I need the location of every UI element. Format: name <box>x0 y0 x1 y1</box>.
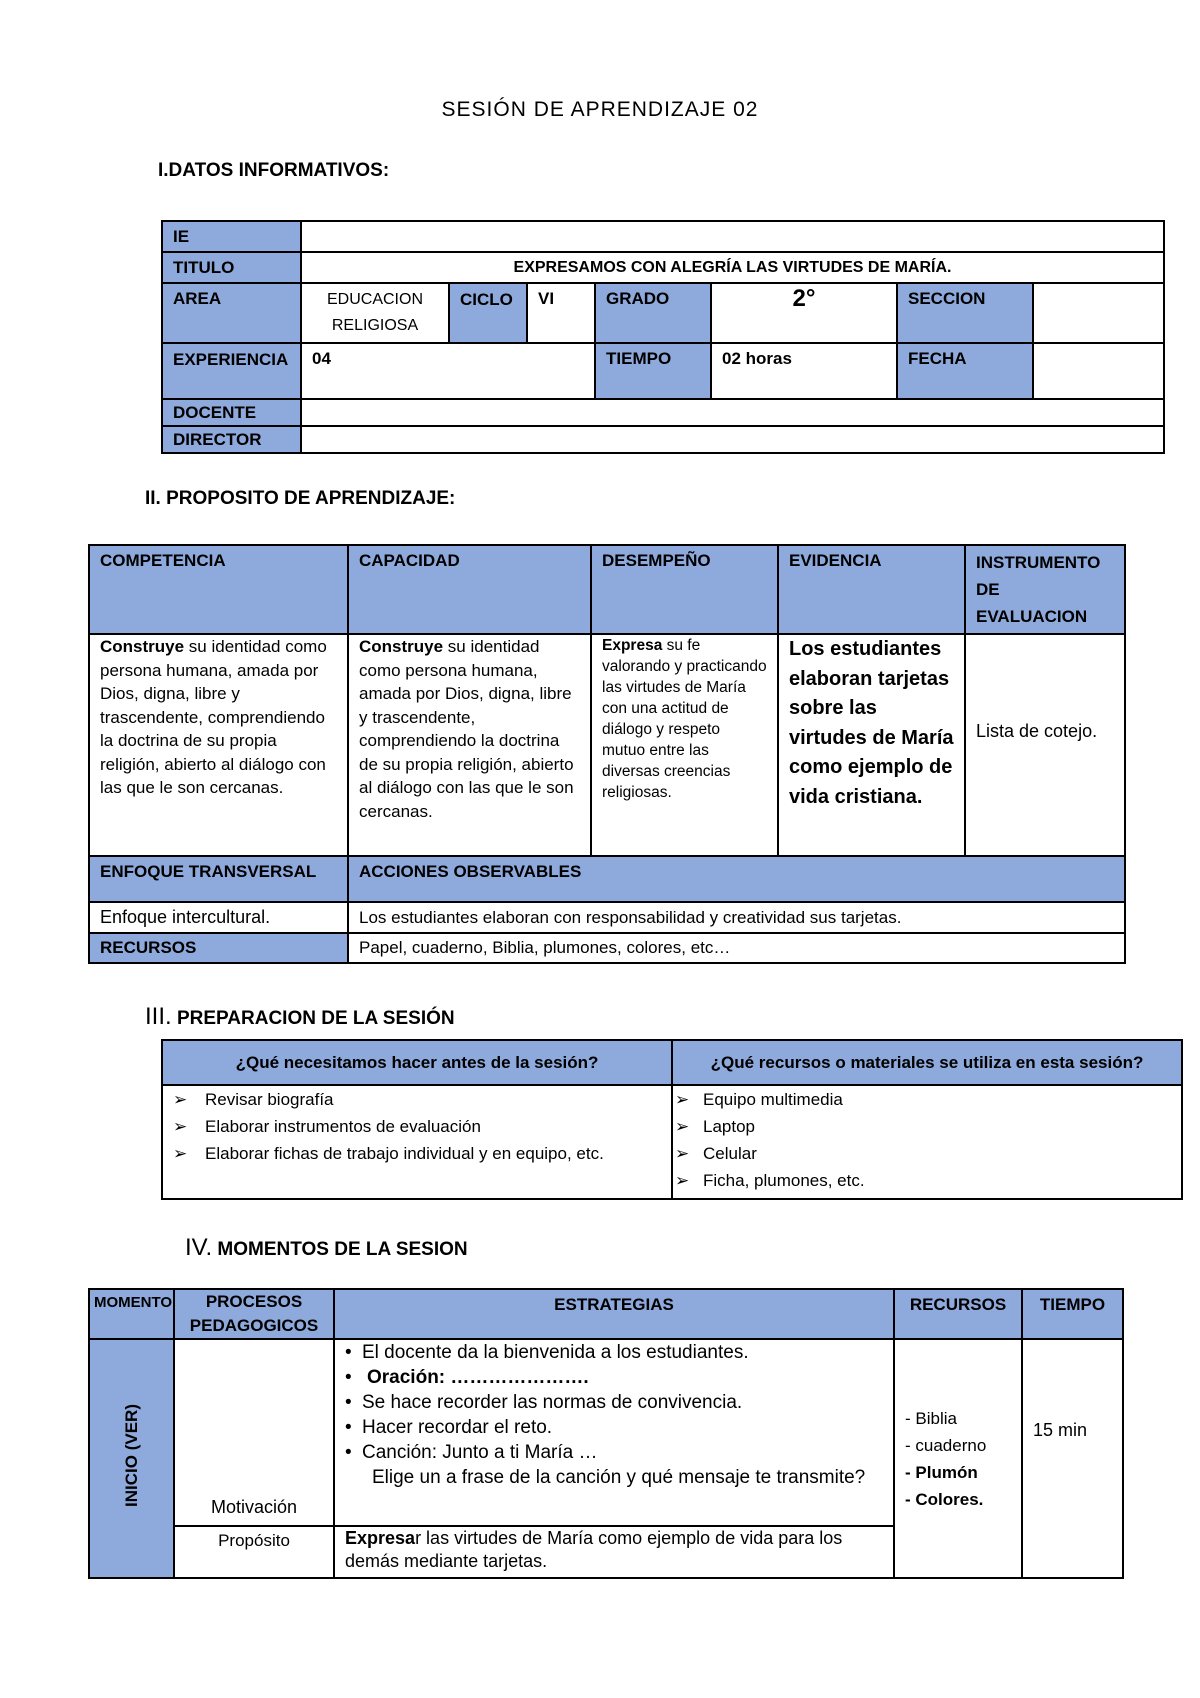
instrumento-header: INSTRUMENTO DE EVALUACION <box>965 545 1125 634</box>
motivacion-label: Motivación <box>174 1339 334 1526</box>
list-item: • Canción: Junto a ti María … <box>345 1442 598 1463</box>
fecha-value <box>1033 343 1164 399</box>
arrow-bullet-icon: ➢ <box>173 1117 188 1136</box>
section-number: IV. <box>185 1234 213 1261</box>
list-item: • Se hace recorder las normas de convivencia. <box>345 1392 743 1413</box>
recursos-header: RECURSOS <box>894 1289 1022 1339</box>
section-heading-proposito: II. PROPOSITO DE APRENDIZAJE: <box>145 488 456 509</box>
list-item: ➢ Elaborar fichas de trabajo individual y en equipo, etc. <box>173 1140 661 1167</box>
seccion-value <box>1033 283 1164 343</box>
director-label: DIRECTOR <box>162 426 301 453</box>
competencia-text: su identidad como persona humana, amada por Dios, digna, libre y trascendente, comprendiendo la doctrina de su propia religión, abierto al diálogo con las que le son cercanas. <box>100 637 327 797</box>
titulo-value: EXPRESAMOS CON ALEGRÍA LAS VIRTUDES DE MARÍA. <box>301 252 1164 283</box>
grado-label: GRADO <box>595 283 711 343</box>
arrow-bullet-icon: ➢ <box>675 1144 690 1163</box>
preparacion-left-cell <box>162 1085 672 1199</box>
arrow-bullet-icon: ➢ <box>675 1171 690 1190</box>
list-item: ➢ Elaborar instrumentos de evaluación <box>173 1113 661 1140</box>
preparacion-right-list <box>675 1086 1181 1194</box>
competencia-cell <box>89 634 348 856</box>
tiempo-header: TIEMPO <box>1022 1289 1123 1339</box>
list-item: • El docente da la bienvenida a los estudiantes. <box>345 1342 749 1363</box>
strategies-list <box>345 1340 883 1465</box>
list-item: ➢ Celular <box>675 1140 1181 1167</box>
ie-value <box>301 221 1164 252</box>
inicio-label: INICIO (VER) <box>122 1404 141 1507</box>
capacidad-cell <box>348 634 591 856</box>
docente-value <box>301 399 1164 426</box>
section-label: MOMENTOS DE LA SESION <box>217 1239 468 1260</box>
section-number: III. <box>145 1003 172 1030</box>
list-item: • Oración: …………………. <box>345 1367 589 1388</box>
seccion-label: SECCION <box>897 283 1033 343</box>
arrow-bullet-icon: ➢ <box>675 1117 690 1136</box>
tiempo-value: 15 min <box>1022 1339 1123 1578</box>
proposito-cell <box>334 1526 894 1578</box>
arrow-bullet-icon: ➢ <box>675 1090 690 1109</box>
ie-label: IE <box>162 221 301 252</box>
enfoque-value: Enfoque intercultural. <box>89 902 348 933</box>
section-heading-datos: I.DATOS INFORMATIVOS: <box>158 160 390 181</box>
acciones-value: Los estudiantes elaboran con responsabilidad y creatividad sus tarjetas. <box>348 902 1125 933</box>
ciclo-value: VI <box>527 283 595 343</box>
proposito-bold: Expresa <box>345 1528 416 1548</box>
preparacion-right-cell <box>672 1085 1182 1199</box>
director-value <box>301 426 1164 453</box>
experiencia-label: EXPERIENCIA <box>162 343 301 399</box>
strategies-cell <box>334 1339 894 1526</box>
page-title: SESIÓN DE APRENDIZAJE 02 <box>441 98 759 121</box>
proposito-text: r las virtudes de María como ejemplo de vida para los demás mediante tarjetas. <box>345 1528 843 1571</box>
list-item: • Hacer recordar el reto. <box>345 1417 553 1438</box>
arrow-bullet-icon: ➢ <box>173 1144 188 1163</box>
inicio-cell <box>89 1339 174 1578</box>
estrategias-header: ESTRATEGIAS <box>334 1289 894 1339</box>
area-value: EDUCACION RELIGIOSA <box>301 283 449 343</box>
list-item: ➢ Laptop <box>675 1113 1181 1140</box>
recurso-item: - Colores. <box>905 1489 984 1509</box>
titulo-label: TITULO <box>162 252 301 283</box>
competencia-bold: Construye <box>100 637 185 656</box>
competencia-header: COMPETENCIA <box>89 545 348 634</box>
docente-label: DOCENTE <box>162 399 301 426</box>
arrow-bullet-icon: ➢ <box>173 1090 188 1109</box>
tiempo-value: 02 horas <box>711 343 897 399</box>
list-item: ➢ Ficha, plumones, etc. <box>675 1167 1181 1194</box>
proposito-label: Propósito <box>174 1526 334 1578</box>
desempeno-cell <box>591 634 778 856</box>
recurso-item: - Biblia <box>905 1408 957 1428</box>
area-label: AREA <box>162 283 301 343</box>
recurso-item: - cuaderno <box>905 1435 987 1455</box>
section-label: PREPARACION DE LA SESIÓN <box>176 1008 455 1029</box>
procesos-header: PROCESOS PEDAGOGICOS <box>174 1289 334 1339</box>
momento-header: MOMENTO <box>89 1289 174 1339</box>
preparacion-left-list <box>173 1086 661 1167</box>
capacidad-bold: Construye <box>359 637 444 656</box>
preparacion-left-header: ¿Qué necesitamos hacer antes de la sesión? <box>162 1040 672 1085</box>
experiencia-value: 04 <box>301 343 595 399</box>
evidencia-header: EVIDENCIA <box>778 545 965 634</box>
recursos-label: RECURSOS <box>89 933 348 963</box>
acciones-header: ACCIONES OBSERVABLES <box>348 856 1125 902</box>
recursos-value: Papel, cuaderno, Biblia, plumones, colores, etc… <box>348 933 1125 963</box>
cancion-extra: Elige un a frase de la canción y qué mensaje te transmite? <box>372 1467 866 1488</box>
section-heading-momentos <box>185 1234 468 1262</box>
enfoque-header: ENFOQUE TRANSVERSAL <box>89 856 348 902</box>
datos-informativos-table <box>161 220 1165 454</box>
desempeno-bold: Expresa <box>602 637 663 654</box>
desempeno-text: su fe valorando y practicando las virtudes de María con una actitud de diálogo y respeto mutuo entre las diversas creencias religiosas. <box>602 637 767 801</box>
preparacion-table <box>161 1039 1183 1200</box>
tiempo-label: TIEMPO <box>595 343 711 399</box>
proposito-table <box>88 544 1126 964</box>
capacidad-header: CAPACIDAD <box>348 545 591 634</box>
recurso-item: - Plumón <box>905 1462 978 1482</box>
instrumento-cell: Lista de cotejo. <box>965 634 1125 856</box>
ciclo-label: CICLO <box>449 283 527 343</box>
grado-value: 2° <box>711 283 897 343</box>
list-item: ➢ Revisar biografía <box>173 1086 661 1113</box>
momentos-table <box>88 1288 1124 1579</box>
capacidad-text: su identidad como persona humana, amada por Dios, digna, libre y trascendente, comprendiendo la doctrina de su propia religión, abierto al diálogo con las que le son cercanas. <box>359 637 574 821</box>
preparacion-right-header: ¿Qué recursos o materiales se utiliza en esta sesión? <box>672 1040 1182 1085</box>
recursos-cell <box>894 1339 1022 1578</box>
section-heading-preparacion <box>145 1003 455 1031</box>
fecha-label: FECHA <box>897 343 1033 399</box>
list-item: ➢ Equipo multimedia <box>675 1086 1181 1113</box>
desempeno-header: DESEMPEÑO <box>591 545 778 634</box>
evidencia-cell: Los estudiantes elaboran tarjetas sobre las virtudes de María como ejemplo de vida cristiana. <box>778 634 965 856</box>
